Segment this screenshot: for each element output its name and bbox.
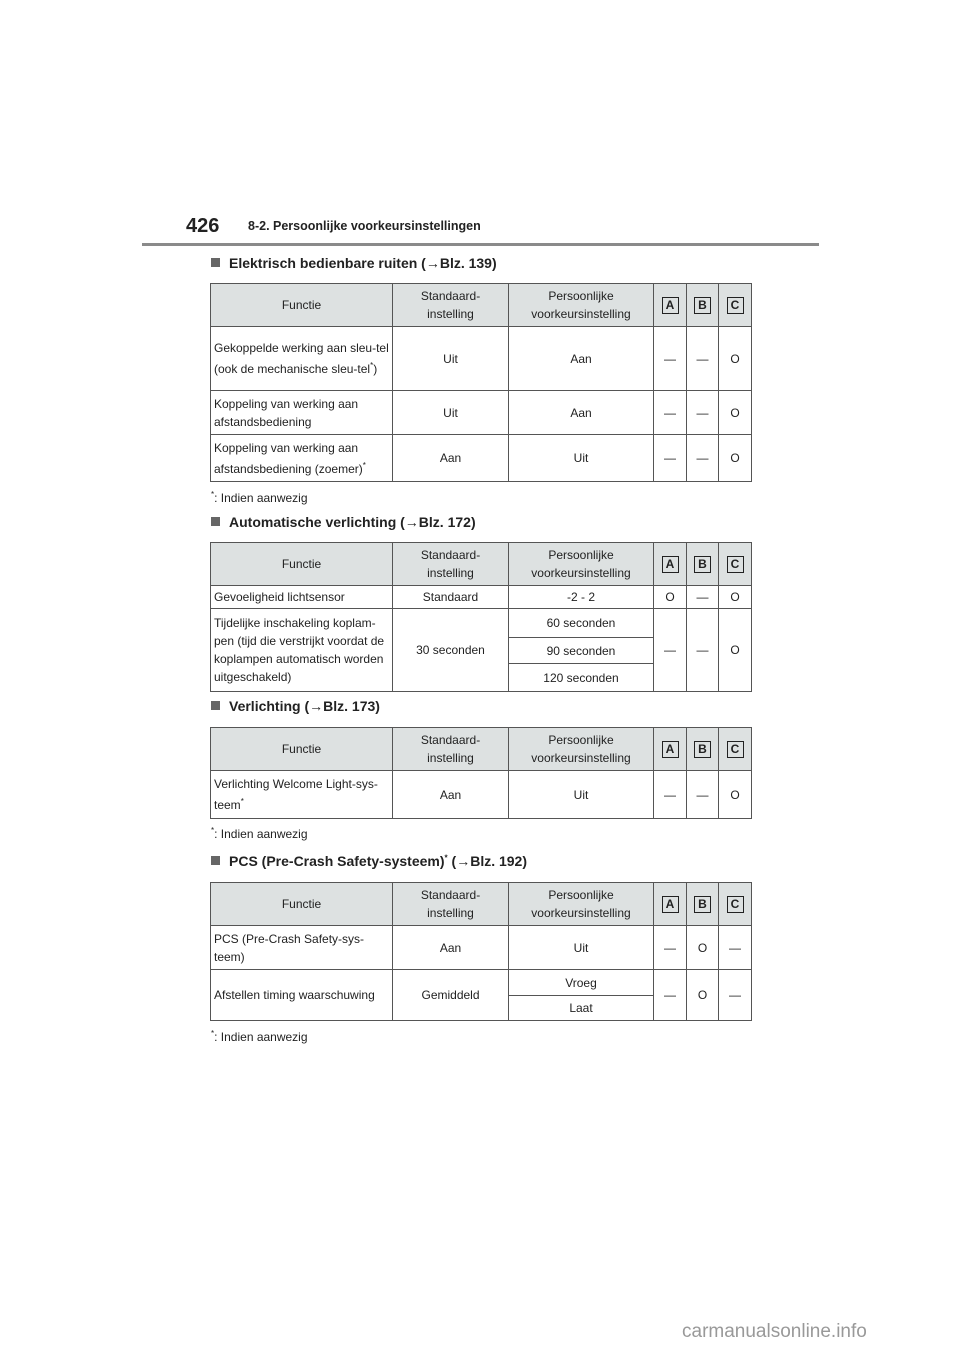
section-heading: PCS (Pre-Crash Safety-systeem)* (→Blz. 192) (211, 853, 527, 869)
table-row (211, 970, 752, 996)
table-cell: Vroeg (509, 970, 654, 996)
col-functie: Functie (211, 883, 393, 926)
table-cell: — (719, 926, 752, 970)
table-cell: Uit (509, 435, 654, 482)
table-cell: O (719, 327, 752, 391)
col-a (654, 883, 687, 926)
footnote: *: Indien aanwezig (211, 826, 308, 841)
table-cell: O (719, 609, 752, 692)
table-row (211, 391, 752, 435)
label-box-b: B (694, 896, 711, 913)
col-c (719, 284, 752, 327)
table-cell: Uit (393, 327, 509, 391)
col-persoonlijk: Persoonlijke voorkeursinstelling (509, 728, 654, 771)
table-cell: — (654, 391, 687, 435)
table-row (211, 771, 752, 819)
col-b (687, 728, 719, 771)
table-header-row (211, 728, 752, 771)
col-standaard: Standaard- instelling (393, 543, 509, 586)
table-cell: Aan (393, 435, 509, 482)
table-cell: Gekoppelde werking aan sleu-tel (ook de mechanische sleu-tel*) (211, 327, 393, 391)
section-heading: Automatische verlichting (→Blz. 172) (211, 514, 476, 530)
col-functie: Functie (211, 284, 393, 327)
col-b (687, 543, 719, 586)
col-c (719, 543, 752, 586)
label-box-b: B (694, 297, 711, 314)
table-cell: 120 seconden (509, 664, 654, 692)
settings-table (210, 542, 752, 692)
table-cell: Laat (509, 996, 654, 1021)
bullet-square-icon (211, 701, 220, 710)
table-cell: Uit (393, 391, 509, 435)
label-box-a: A (662, 741, 679, 758)
section-heading: Elektrisch bedienbare ruiten (→Blz. 139) (211, 255, 497, 271)
col-standaard: Standaard- instelling (393, 728, 509, 771)
table-cell: Tijdelijke inschakeling koplam-pen (tijd die verstrijkt voordat de koplampen automatisch worden uitgeschakeld) (211, 609, 393, 692)
bullet-square-icon (211, 258, 220, 267)
table-cell: Gemiddeld (393, 970, 509, 1021)
col-a (654, 728, 687, 771)
section-heading: Verlichting (→Blz. 173) (211, 698, 380, 714)
label-box-b: B (694, 556, 711, 573)
table-cell: 90 seconden (509, 638, 654, 664)
settings-table (210, 283, 752, 482)
label-box-a: A (662, 896, 679, 913)
table-row (211, 435, 752, 482)
label-box-c: C (727, 896, 744, 913)
col-standaard: Standaard- instelling (393, 284, 509, 327)
table-cell: — (654, 609, 687, 692)
settings-table (210, 882, 752, 1021)
table-cell: O (719, 391, 752, 435)
label-box-a: A (662, 556, 679, 573)
col-b (687, 883, 719, 926)
table-cell: — (654, 435, 687, 482)
table-cell: Verlichting Welcome Light-sys-teem* (211, 771, 393, 819)
col-persoonlijk: Persoonlijke voorkeursinstelling (509, 284, 654, 327)
table-cell: Aan (393, 771, 509, 819)
label-box-b: B (694, 741, 711, 758)
table-cell: O (719, 771, 752, 819)
table-cell: — (719, 970, 752, 1021)
table-cell: Uit (509, 926, 654, 970)
label-box-a: A (662, 297, 679, 314)
table-cell: Koppeling van werking aan afstandsbediening (zoemer)* (211, 435, 393, 482)
footnote: *: Indien aanwezig (211, 1029, 308, 1044)
table-cell: O (719, 586, 752, 609)
col-c (719, 883, 752, 926)
bullet-square-icon (211, 517, 220, 526)
table-header-row (211, 883, 752, 926)
table-cell: Afstellen timing waarschuwing (211, 970, 393, 1021)
table-header-row (211, 284, 752, 327)
col-b (687, 284, 719, 327)
col-persoonlijk: Persoonlijke voorkeursinstelling (509, 883, 654, 926)
col-c (719, 728, 752, 771)
col-a (654, 543, 687, 586)
table-cell: O (687, 970, 719, 1021)
table-cell: — (654, 926, 687, 970)
table-cell: — (687, 609, 719, 692)
watermark: carmanualsonline.info (682, 1321, 867, 1342)
table-header-row (211, 543, 752, 586)
table-row (211, 609, 752, 638)
table-cell: — (687, 771, 719, 819)
table-cell: Gevoeligheid lichtsensor (211, 586, 393, 609)
table-cell: — (687, 327, 719, 391)
table-cell: PCS (Pre-Crash Safety-sys-teem) (211, 926, 393, 970)
label-box-c: C (727, 297, 744, 314)
table-cell: Koppeling van werking aan afstandsbediening (211, 391, 393, 435)
table-cell: Aan (509, 327, 654, 391)
table-cell: 30 seconden (393, 609, 509, 692)
table-cell: — (687, 435, 719, 482)
table-cell: — (654, 771, 687, 819)
table-cell: Aan (509, 391, 654, 435)
table-row (211, 327, 752, 391)
table-cell: Aan (393, 926, 509, 970)
page-number: 426 (186, 215, 220, 237)
table-cell: Uit (509, 771, 654, 819)
col-persoonlijk: Persoonlijke voorkeursinstelling (509, 543, 654, 586)
table-cell: 60 seconden (509, 609, 654, 638)
label-box-c: C (727, 741, 744, 758)
settings-table (210, 727, 752, 819)
bullet-square-icon (211, 856, 220, 865)
col-a (654, 284, 687, 327)
col-standaard: Standaard- instelling (393, 883, 509, 926)
table-row (211, 926, 752, 970)
table-cell: O (687, 926, 719, 970)
table-cell: — (654, 327, 687, 391)
table-row (211, 586, 752, 609)
table-cell: — (687, 586, 719, 609)
table-cell: — (654, 970, 687, 1021)
table-cell: Standaard (393, 586, 509, 609)
header-divider (142, 243, 819, 246)
table-cell: O (719, 435, 752, 482)
label-box-c: C (727, 556, 744, 573)
table-cell: -2 - 2 (509, 586, 654, 609)
chapter-title: 8-2. Persoonlijke voorkeursinstellingen (248, 219, 481, 233)
col-functie: Functie (211, 543, 393, 586)
footnote: *: Indien aanwezig (211, 490, 308, 505)
table-cell: O (654, 586, 687, 609)
table-cell: — (687, 391, 719, 435)
col-functie: Functie (211, 728, 393, 771)
